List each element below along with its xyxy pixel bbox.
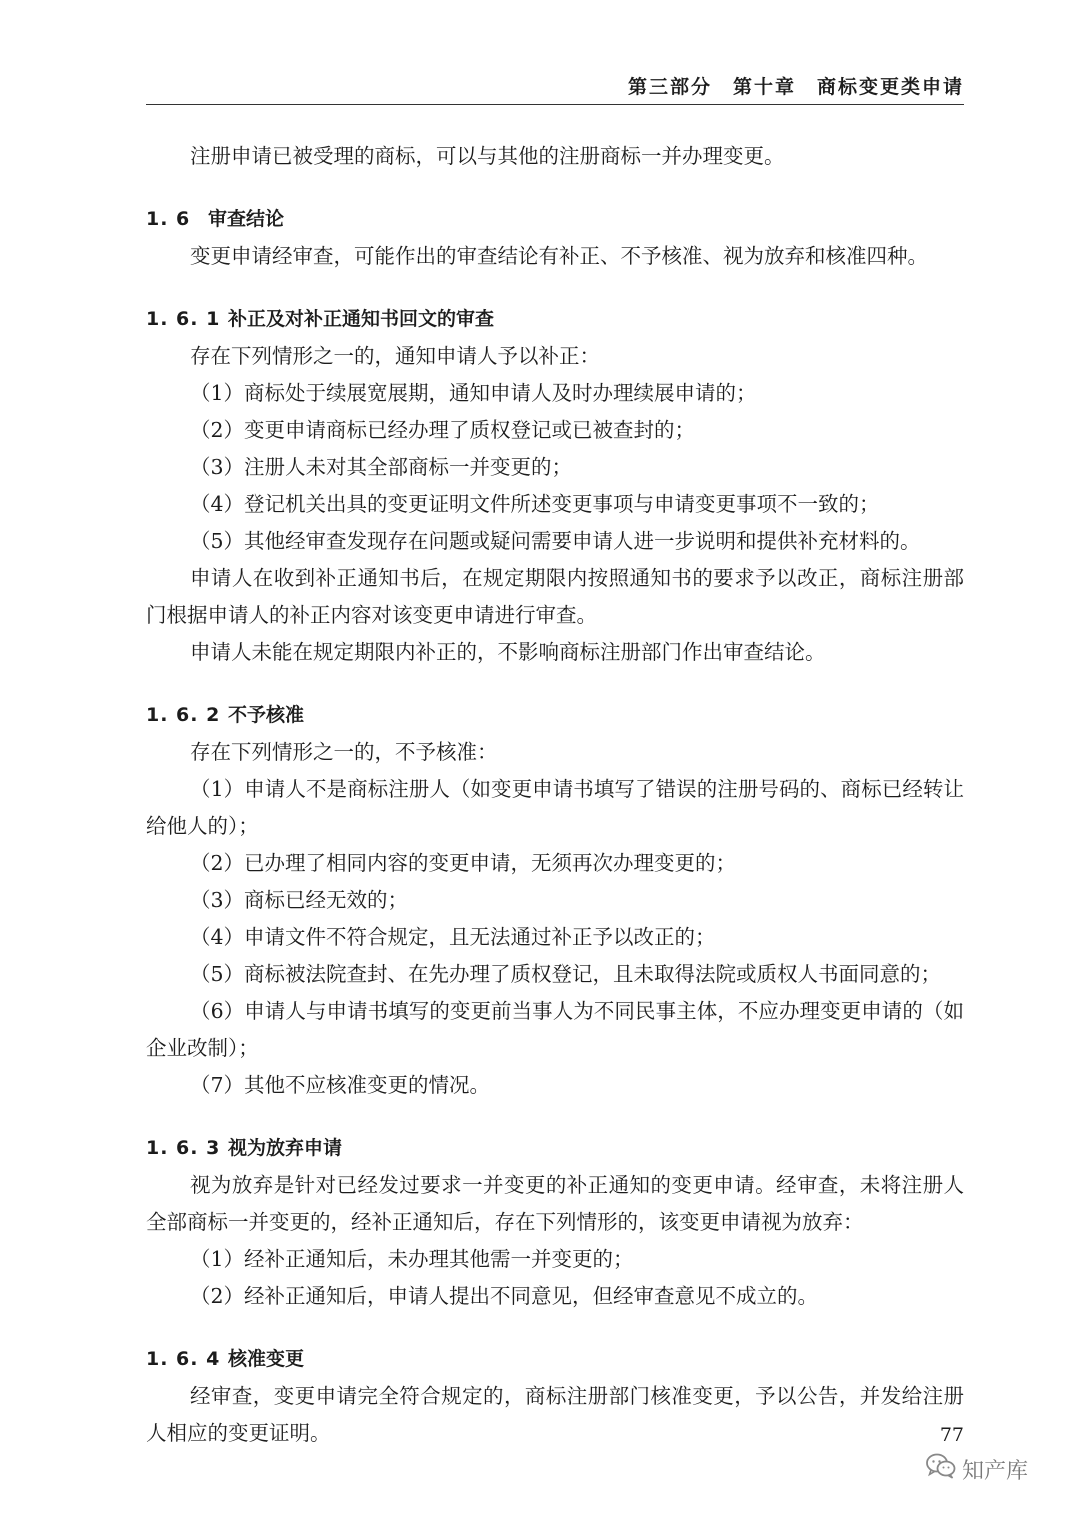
lead-paragraph: 经审查，变更申请完全符合规定的，商标注册部门核准变更，予以公告，并发给注册人相应的变更证明。 [146, 1384, 964, 1445]
section-heading-1-6-1 [146, 301, 964, 338]
section-heading-1-6 [146, 201, 964, 238]
watermark-text: 知产库 [962, 1458, 1029, 1484]
list-item: （2）变更申请商标已经办理了质权登记或已被查封的； [190, 418, 696, 442]
list-item: （2）经补正通知后，申请人提出不同意见，但经审查意见不成立的。 [190, 1284, 819, 1308]
list-item: （6）申请人与申请书填写的变更前当事人为不同民事主体，不应办理变更申请的（如企业改制）； [146, 999, 964, 1060]
section-title: 核准变更 [228, 1348, 305, 1370]
running-header: 第三部分 第十章 商标变更类申请 [627, 76, 964, 98]
list-item: （3）注册人未对其全部商标一并变更的； [190, 455, 573, 479]
section-title: 审查结论 [208, 208, 285, 230]
lead-paragraph: 存在下列情形之一的，通知申请人予以补正： [190, 344, 600, 368]
section-number: 1. 6. 1 [146, 308, 221, 330]
list-item: （1）经补正通知后，未办理其他需一并变更的； [190, 1247, 634, 1271]
section-heading-1-6-4 [146, 1341, 964, 1378]
section-number: 1. 6. 2 [146, 704, 221, 726]
section-title: 不予核准 [228, 704, 305, 726]
wechat-icon [926, 1453, 956, 1485]
section-heading-1-6-3 [146, 1130, 964, 1167]
header-rule [146, 104, 964, 105]
paragraph: 申请人未能在规定期限内补正的，不影响商标注册部门作出审查结论。 [190, 640, 826, 664]
document-body [146, 138, 964, 1452]
list-item: （4）登记机关出具的变更证明文件所述变更事项与申请变更事项不一致的； [190, 492, 880, 516]
watermark [926, 1452, 1028, 1486]
page-number: 77 [939, 1424, 964, 1446]
lead-paragraph: 存在下列情形之一的，不予核准： [190, 740, 498, 764]
list-item: （2）已办理了相同内容的变更申请，无须再次办理变更的； [190, 851, 737, 875]
list-item: （1）商标处于续展宽展期，通知申请人及时办理续展申请的； [190, 381, 757, 405]
list-item: （5）其他经审查发现存在问题或疑问需要申请人进一步说明和提供补充材料的。 [190, 529, 921, 553]
section-title: 补正及对补正通知书回文的审查 [228, 308, 495, 330]
list-item: （7）其他不应核准变更的情况。 [190, 1073, 491, 1097]
lead-paragraph: 视为放弃是针对已经发过要求一并变更的补正通知的变更申请。经审查，未将注册人全部商标一并变更的，经补正通知后，存在下列情形的，该变更申请视为放弃： [146, 1173, 964, 1234]
paragraph: 申请人在收到补正通知书后，在规定期限内按照通知书的要求予以改正，商标注册部门根据申请人的补正内容对该变更申请进行审查。 [146, 566, 964, 627]
list-item: （3）商标已经无效的； [190, 888, 409, 912]
section-title: 视为放弃申请 [228, 1137, 343, 1159]
paragraph: 变更申请经审查，可能作出的审查结论有补正、不予核准、视为放弃和核准四种。 [190, 244, 928, 268]
list-item: （5）商标被法院查封、在先办理了质权登记，且未取得法院或质权人书面同意的； [190, 962, 942, 986]
section-number: 1. 6 [146, 208, 191, 230]
section-number: 1. 6. 3 [146, 1137, 221, 1159]
section-heading-1-6-2 [146, 697, 964, 734]
section-number: 1. 6. 4 [146, 1348, 221, 1370]
list-item: （4）申请文件不符合规定，且无法通过补正予以改正的； [190, 925, 716, 949]
intro-paragraph: 注册申请已被受理的商标，可以与其他的注册商标一并办理变更。 [190, 144, 785, 168]
list-item: （1）申请人不是商标注册人（如变更申请书填写了错误的注册号码的、商标已经转让给他人的）； [146, 777, 964, 838]
